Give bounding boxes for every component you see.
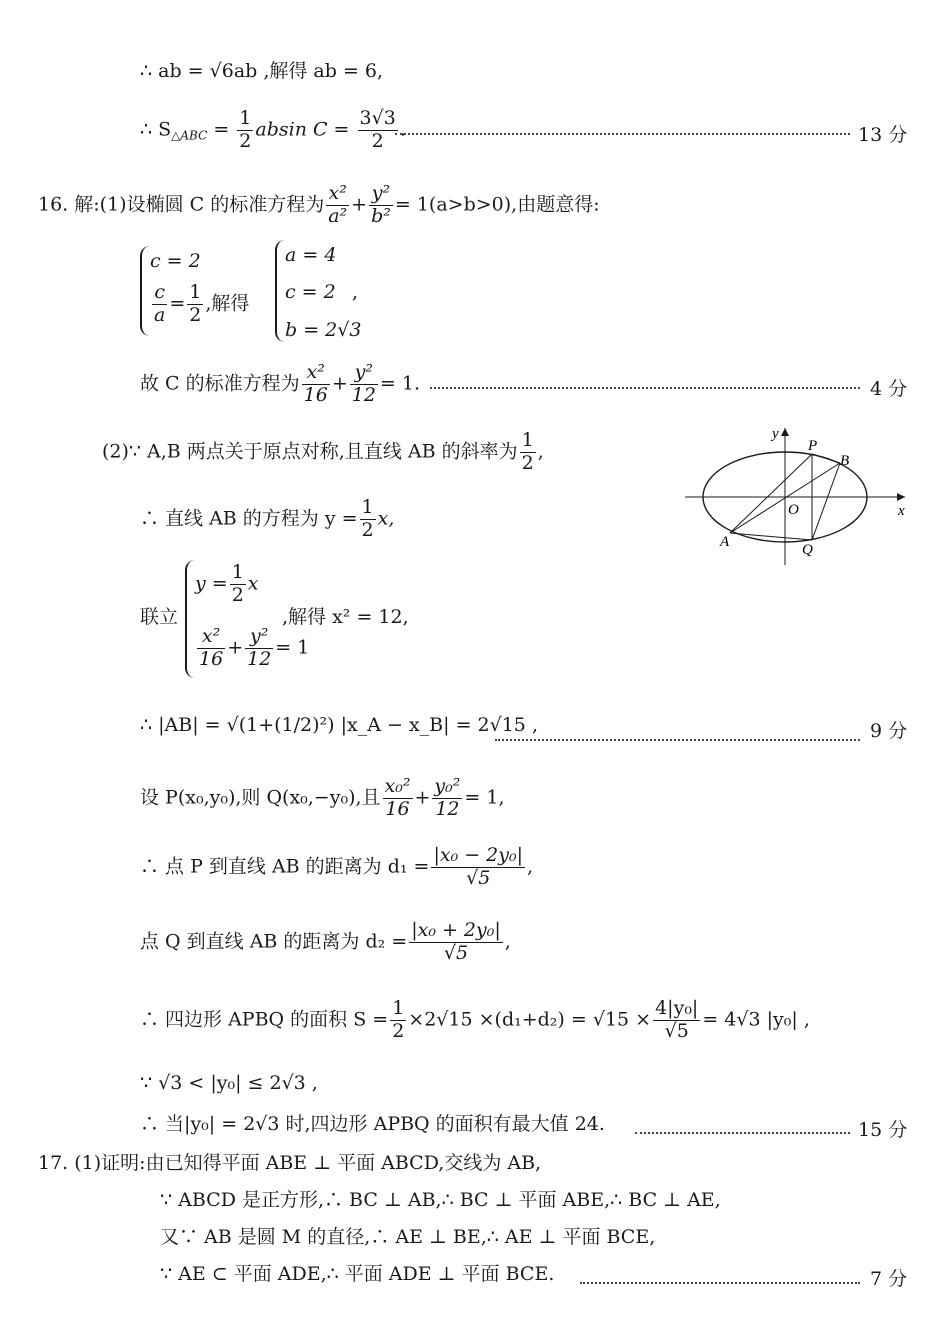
sys2-b: b = 2√3 <box>285 319 362 341</box>
max-line: ∴ 当|y₀| = 2√3 时,四边形 APBQ 的面积有最大值 24. <box>140 1113 605 1135</box>
plus: + <box>331 372 348 395</box>
frac-den: √5 <box>664 1019 689 1042</box>
brace-3 <box>185 560 195 678</box>
frac-num: x₀² <box>384 775 411 797</box>
area-period: . <box>399 118 406 141</box>
score-4: 4 分 <box>870 378 908 400</box>
d1-pre: ∴ 点 P 到直线 AB 的距离为 d₁ = <box>140 855 430 878</box>
y-arrow-icon <box>781 428 789 436</box>
frac-y0-12 <box>432 776 462 821</box>
frac-4y0 <box>653 998 700 1043</box>
q-label: Q <box>802 542 813 558</box>
sys2-a: a = 4 <box>285 244 337 266</box>
sys3-b <box>195 626 309 671</box>
frac-x2-16 <box>302 362 330 407</box>
line-area-abc <box>140 108 406 153</box>
frac-num: |x₀ + 2y₀| <box>411 919 501 941</box>
d2-pre: 点 Q 到直线 AB 的距离为 d₂ = <box>140 930 408 953</box>
sys3-a <box>195 562 259 607</box>
line-ab-eq: ∴ ab = √6ab ,解得 ab = 6, <box>140 60 384 82</box>
frac-num: y² <box>369 183 393 206</box>
brace-1 <box>140 246 150 336</box>
solve-text: ,解得 <box>205 292 250 315</box>
frac-num: 4|y₀| <box>655 997 699 1019</box>
q16-tail: = 1(a>b>0),由题意得: <box>394 193 600 216</box>
line-ab-eq-line <box>140 497 394 542</box>
frac-y2-12 <box>350 362 378 407</box>
setp-tail: = 1, <box>464 786 505 809</box>
q17-line3: 又∵ AB 是圆 M 的直径,∴ AE ⊥ BE,∴ AE ⊥ 平面 BCE, <box>160 1226 656 1248</box>
d2-line <box>140 920 511 965</box>
sys3-b-post: = 1 <box>275 636 310 659</box>
frac-d2 <box>409 920 503 965</box>
frac-den: 2 <box>521 451 534 474</box>
frac-c-a <box>152 282 167 327</box>
frac-den: a <box>154 303 166 326</box>
range-line: ∵ √3 < |y₀| ≤ 2√3 , <box>140 1072 318 1094</box>
frac-num: y² <box>350 362 378 385</box>
frac-den: 2 <box>231 583 244 606</box>
frac-num: 1 <box>521 429 534 451</box>
frac-y2-12 <box>245 626 273 671</box>
frac-den: a² <box>328 204 348 227</box>
frac-den: 2 <box>361 518 374 541</box>
dot-leader <box>580 1282 860 1284</box>
frac-num: 1 <box>361 496 374 518</box>
frac-num: x² <box>197 626 225 649</box>
ab-length-line: ∴ |AB| = √(1+(1/2)²) |x_A − x_B| = 2√15 , <box>140 714 538 736</box>
frac-half <box>520 430 536 475</box>
sys1-ratio <box>150 282 249 327</box>
set-p-line <box>140 776 504 821</box>
area-prefix: ∴ S <box>140 118 172 141</box>
q16-text: 16. 解:(1)设椭圆 C 的标准方程为 <box>38 193 325 216</box>
d1-tail: , <box>527 855 534 878</box>
frac-num: 3√3 <box>359 107 396 129</box>
area-eq: = <box>207 118 236 141</box>
frac-half <box>390 998 406 1043</box>
sys3-a-pre: y = <box>195 572 228 595</box>
frac-den: 12 <box>351 383 376 406</box>
frac-den: 2 <box>392 1019 405 1042</box>
lianli-label: 联立 <box>140 606 179 628</box>
line-pb <box>812 454 840 463</box>
sys2-tail: , <box>352 281 359 303</box>
area-subscript: △ABC <box>171 128 208 143</box>
q17-line4: ∵ AE ⊂ 平面 ADE,∴ 平面 ADE ⊥ 平面 BCE. <box>160 1263 555 1285</box>
frac-den: 16 <box>385 797 410 820</box>
score-13: 13 分 <box>858 124 908 146</box>
d1-line <box>140 845 533 890</box>
sys1-c: c = 2 <box>150 250 201 272</box>
y-label: y <box>772 426 779 442</box>
lineab-text: ∴ 直线 AB 的方程为 y = <box>140 507 358 530</box>
frac-den: 2 <box>239 129 252 152</box>
fraction-result <box>358 108 398 153</box>
sys2-c: c = 2 <box>285 281 336 303</box>
line-ap <box>730 454 812 533</box>
frac-den: 16 <box>199 647 224 670</box>
fraction-half <box>237 108 253 153</box>
frac-x0-16 <box>383 776 413 821</box>
dot-leader <box>635 1132 850 1134</box>
score-9: 9 分 <box>870 720 908 742</box>
area-mid: ×2√15 ×(d₁+d₂) = √15 × <box>408 1008 652 1031</box>
p-label: P <box>808 438 818 454</box>
x-arrow-icon <box>897 493 905 501</box>
plus: + <box>227 636 244 659</box>
frac-x2a2 <box>326 183 349 228</box>
p2-tail: , <box>537 440 544 463</box>
frac-den: 16 <box>303 383 328 406</box>
frac-den: √5 <box>466 866 491 889</box>
q17-line2: ∵ ABCD 是正方形,∴ BC ⊥ AB,∴ BC ⊥ 平面 ABE,∴ BC ⊥ AE, <box>160 1189 721 1211</box>
std-tail: = 1. <box>379 372 421 395</box>
frac-half <box>230 562 246 607</box>
area-line <box>140 998 810 1043</box>
eq: = <box>169 292 186 315</box>
sys3-a-post: x <box>247 572 259 595</box>
frac-den: 12 <box>247 647 272 670</box>
frac-num: 1 <box>189 281 202 303</box>
frac-half <box>187 282 203 327</box>
dot-leader <box>395 133 850 135</box>
sys3-tail: ,解得 x² = 12, <box>282 606 409 628</box>
p2-text: (2)∵ A,B 两点关于原点对称,且直线 AB 的斜率为 <box>102 440 518 463</box>
d2-tail: , <box>504 930 511 953</box>
frac-den: 2 <box>371 129 384 152</box>
plus: + <box>414 786 431 809</box>
frac-num: 1 <box>239 107 252 129</box>
frac-den: 12 <box>435 797 460 820</box>
frac-num: y² <box>245 626 273 649</box>
score-7: 7 分 <box>870 1268 908 1290</box>
ellipse-figure <box>680 420 910 570</box>
a-label: A <box>720 534 730 550</box>
frac-half <box>360 497 376 542</box>
part2-line <box>102 430 544 475</box>
frac-num: x² <box>302 362 330 385</box>
q16-header <box>38 183 600 228</box>
area-tail: = 4√3 |y₀| , <box>702 1008 810 1031</box>
line-qa <box>730 533 812 540</box>
dot-leader <box>495 739 860 741</box>
area-pre: ∴ 四边形 APBQ 的面积 S = <box>140 1008 389 1031</box>
std-eq-line <box>140 362 420 407</box>
frac-num: y₀² <box>434 775 461 797</box>
o-label: O <box>788 502 799 518</box>
frac-den: 2 <box>189 303 202 326</box>
frac-num: x² <box>326 183 349 206</box>
frac-y2b2 <box>369 183 393 228</box>
frac-den: √5 <box>443 941 469 964</box>
brace-2 <box>275 240 285 342</box>
frac-num: 1 <box>231 561 244 583</box>
b-label: B <box>840 453 850 469</box>
frac-num: |x₀ − 2y₀| <box>433 844 524 866</box>
frac-num: 1 <box>392 997 405 1019</box>
plus: + <box>351 193 368 216</box>
frac-num: c <box>152 282 167 305</box>
score-15: 15 分 <box>858 1119 908 1141</box>
setp-text: 设 P(x₀,y₀),则 Q(x₀,−y₀),且 <box>140 786 381 809</box>
area-expr: absin C = <box>255 118 356 141</box>
frac-x2-16 <box>197 626 225 671</box>
line-bq <box>812 463 840 540</box>
frac-d1 <box>431 845 525 890</box>
frac-den: b² <box>371 204 391 227</box>
dot-leader <box>430 387 860 389</box>
lineab-tail: x, <box>377 507 395 530</box>
q17-line1: 17. (1)证明:由已知得平面 ABE ⊥ 平面 ABCD,交线为 AB, <box>38 1152 542 1174</box>
std-text: 故 C 的标准方程为 <box>140 372 300 395</box>
x-label: x <box>898 503 905 519</box>
